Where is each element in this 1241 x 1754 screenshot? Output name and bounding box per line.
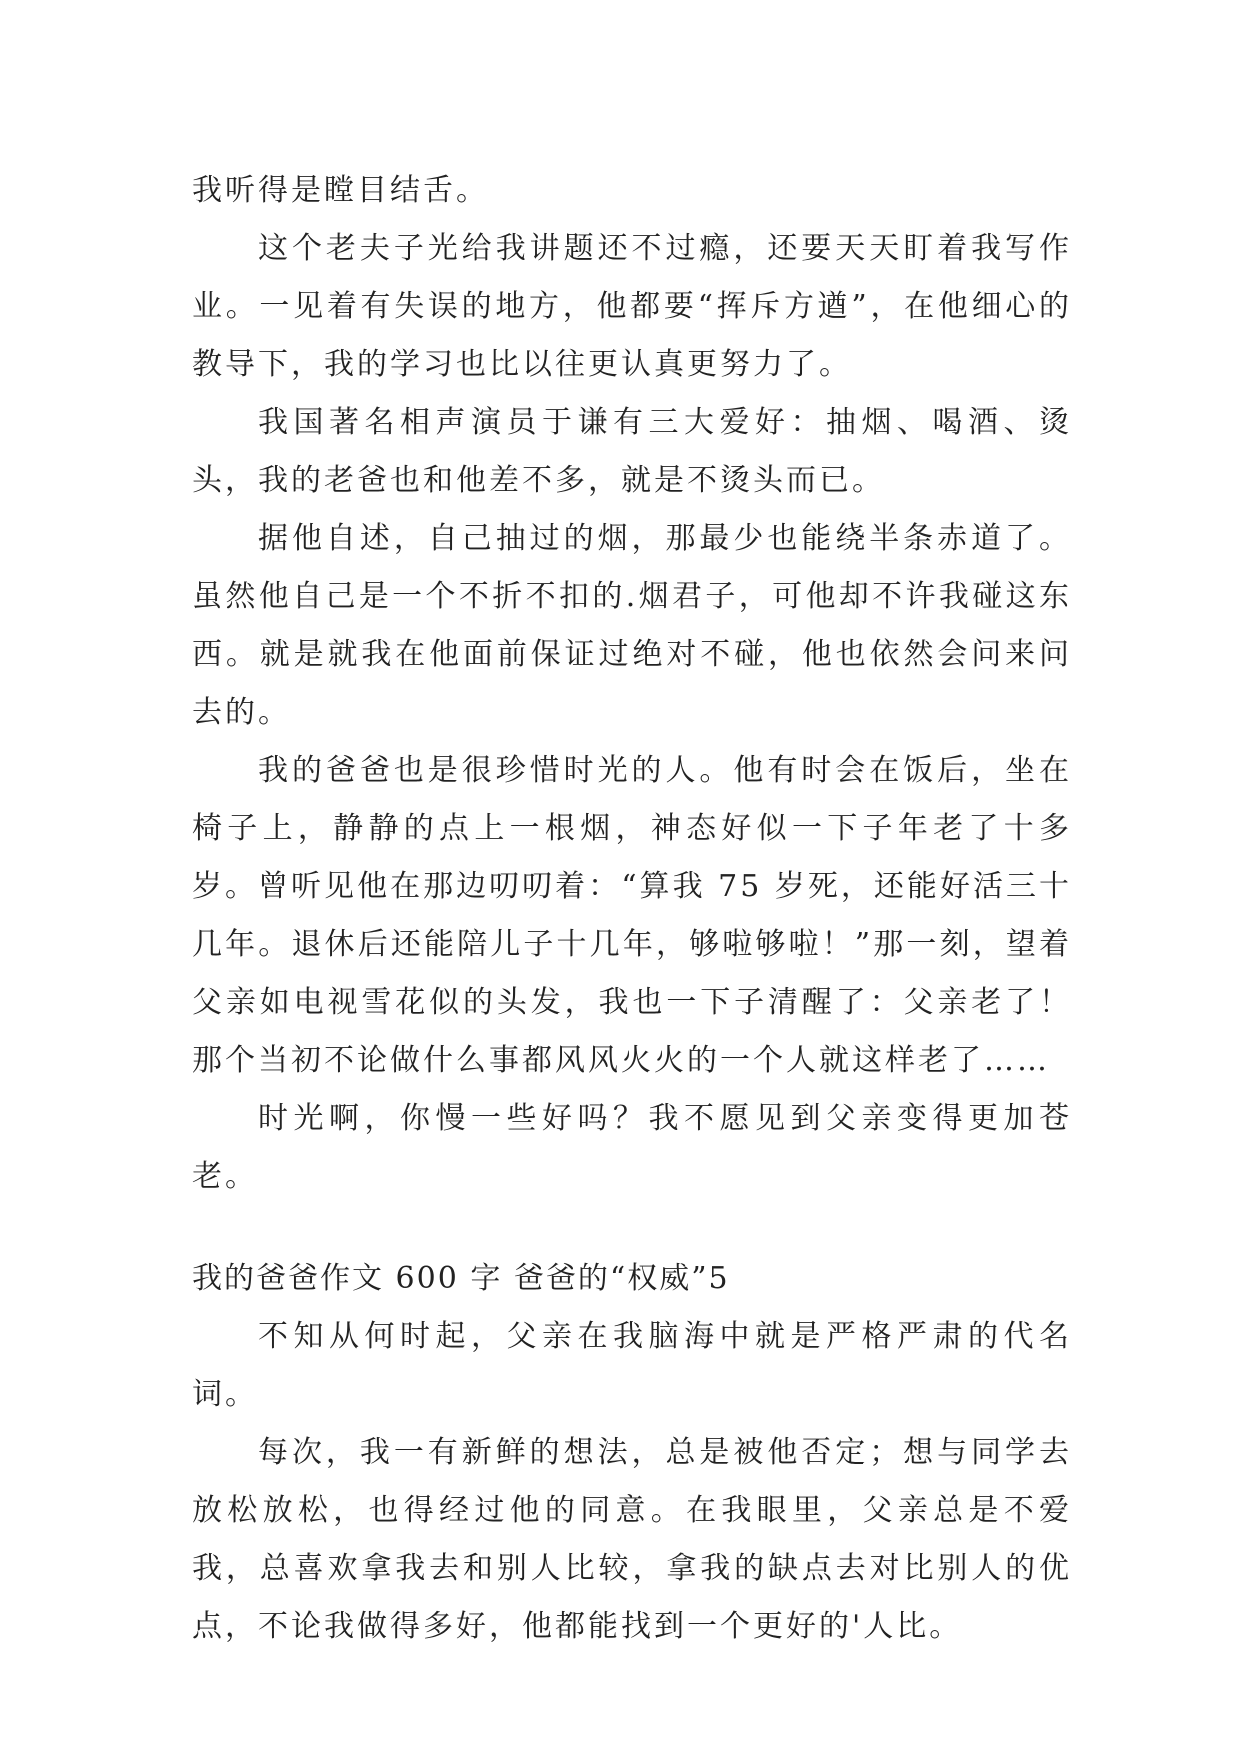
paragraph: 我国著名相声演员于谦有三大爱好：抽烟、喝酒、烫头，我的老爸也和他差不多，就是不烫头而已。 (192, 405, 1072, 498)
paragraph: 我听得是瞠目结舌。 (192, 173, 489, 208)
document-body (192, 162, 1072, 1656)
paragraph: 每次，我一有新鲜的想法，总是被他否定；想与同学去放松放松，也得经过他的同意。在我眼里，父亲总是不爱我，总喜欢拿我去和别人比较，拿我的缺点去对比别人的优点，不论我做得多好，他都能找到一个更好的'人比。 (192, 1435, 1072, 1644)
paragraph: 我的爸爸也是很珍惜时光的人。他有时会在饭后，坐在椅子上，静静的点上一根烟，神态好似一下子年老了十多岁。曾听见他在那边叨叨着：“算我 75 岁死，还能好活三十几年。退休后还能陪儿子十几年，够啦够啦！”那一刻，望着父亲如电视雪花似的头发，我也一下子清醒了：父亲老了！那个当初不论做什么事都风风火火的一个人就这样老了…… (192, 753, 1072, 1078)
paragraph: 这个老夫子光给我讲题还不过瘾，还要天天盯着我写作业。一见着有失误的地方，他都要“挥斥方遒”，在他细心的教导下，我的学习也比以往更认真更努力了。 (192, 231, 1072, 382)
paragraph: 不知从何时起，父亲在我脑海中就是严格严肃的代名词。 (192, 1319, 1072, 1412)
section-title: 我的爸爸作文 600 字 爸爸的“权威”5 (192, 1261, 730, 1296)
section-spacer (192, 1206, 1072, 1250)
paragraph: 时光啊，你慢一些好吗？我不愿见到父亲变得更加苍老。 (192, 1101, 1072, 1194)
paragraph: 据他自述，自己抽过的烟，那最少也能绕半条赤道了。虽然他自己是一个不折不扣的.烟君子，可他却不许我碰这东西。就是就我在他面前保证过绝对不碰，他也依然会问来问去的。 (192, 521, 1072, 730)
